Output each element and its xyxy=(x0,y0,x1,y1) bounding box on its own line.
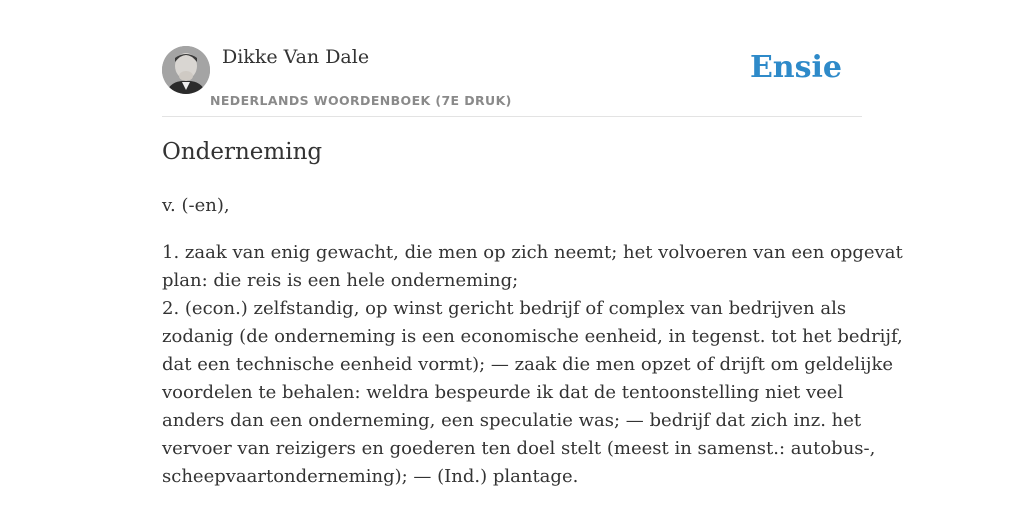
entry-title: Onderneming xyxy=(162,139,323,165)
definition-line: anders dan een onderneming, een speculatie was; — bedrijf dat zich inz. het xyxy=(162,410,862,431)
definition-line: plan: die reis is een hele onderneming; xyxy=(162,270,519,291)
author-name[interactable]: Dikke Van Dale xyxy=(222,46,370,68)
definition-line: dat een technische eenheid vormt); — zaak die men opzet of drijft om geldelijke xyxy=(162,354,894,375)
definition-line: 2. (econ.) zelfstandig, op winst gericht bedrijf of complex van bedrijven als xyxy=(162,298,847,319)
entry-body xyxy=(162,192,903,491)
author-avatar[interactable] xyxy=(162,46,210,94)
definition-line: voordelen te behalen: weldra bespeurde ik dat de tentoonstelling niet veel xyxy=(162,382,844,403)
portrait-icon xyxy=(162,46,210,94)
definition-line: vervoer van reizigers en goederen ten doel stelt (meest in samenst.: autobus-, xyxy=(162,438,876,459)
brand-logo[interactable]: Ensie xyxy=(749,50,842,85)
definition-line: scheepvaartonderneming); — (Ind.) plantage. xyxy=(162,466,579,487)
grammar-info: v. (-en), xyxy=(162,195,230,216)
definition-line: 1. zaak van enig gewacht, die men op zich neemt; het volvoeren van een opgevat xyxy=(162,242,903,263)
source-label: NEDERLANDS WOORDENBOEK (7E DRUK) xyxy=(210,93,512,108)
definition-line: zodanig (de onderneming is een economische eenheid, in tegenst. tot het bedrijf, xyxy=(162,326,903,347)
header xyxy=(162,44,862,117)
